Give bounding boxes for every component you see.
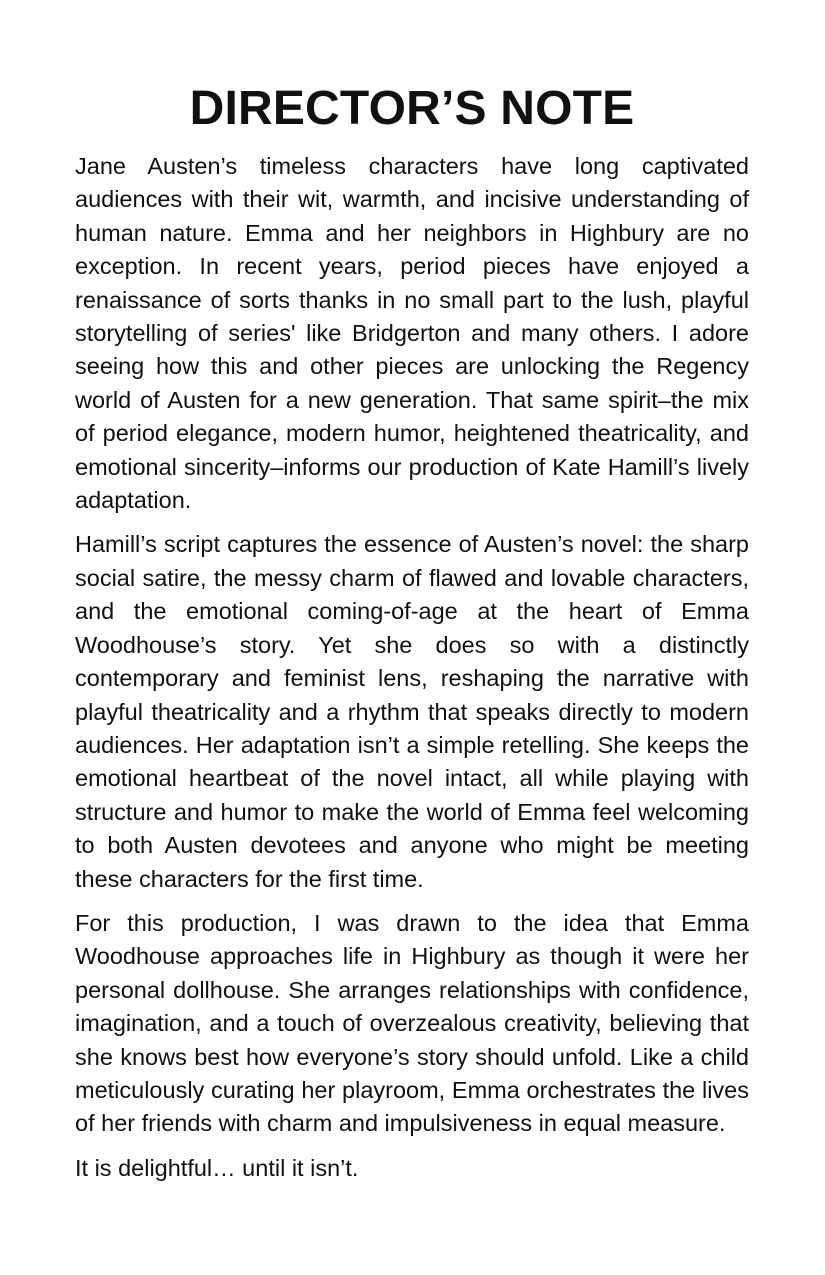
paragraph-script: Hamill’s script captures the essence of Austen’s novel: the sharp social satire, the messy charm of flawed and lovable characters, and the emotional coming-of-age at the heart of Emma Woodhouse’s story. Yet she does so with a distinctly contemporary and feminist lens, reshaping the narrative with playful theatricality and a rhythm that speaks directly to modern audiences. Her adaptation isn’t a simple retelling. She keeps the emotional heartbeat of the novel intact, all while playing with structure and humor to make the world of Emma feel welcoming to both Austen devotees and anyone who might be meeting these characters for the first time. (75, 531, 749, 892)
page-title: DIRECTOR’S NOTE (189, 82, 635, 135)
paragraph-intro: Jane Austen’s timeless characters have long captivated audiences with their wit, warmth, and incisive understanding of human nature. Emma and her neighbors in Highbury are no exception. In recent years, period pieces have enjoyed a renaissance of sorts thanks in no small part to the lush, playful storytelling of series' like Bridgerton and many others. I adore seeing how this and other pieces are unlocking the Regency world of Austen for a new generation. That same spirit–the mix of period elegance, modern humor, heightened theatricality, and emotional sincerity–informs our production of Kate Hamill’s lively adaptation. (75, 153, 749, 514)
directors-note-page (75, 80, 749, 1196)
paragraph-production: For this production, I was drawn to the idea that Emma Woodhouse approaches life in Highbury as though it were her personal dollhouse. She arranges relationships with confidence, imagination, and a touch of overzealous creativity, believing that she knows best how everyone’s story should unfold. Like a child meticulously curating her playroom, Emma orchestrates the lives of her friends with charm and impulsiveness in equal measure. (75, 909, 749, 1137)
paragraph-closing: It is delightful… until it isn’t. (75, 1154, 359, 1181)
